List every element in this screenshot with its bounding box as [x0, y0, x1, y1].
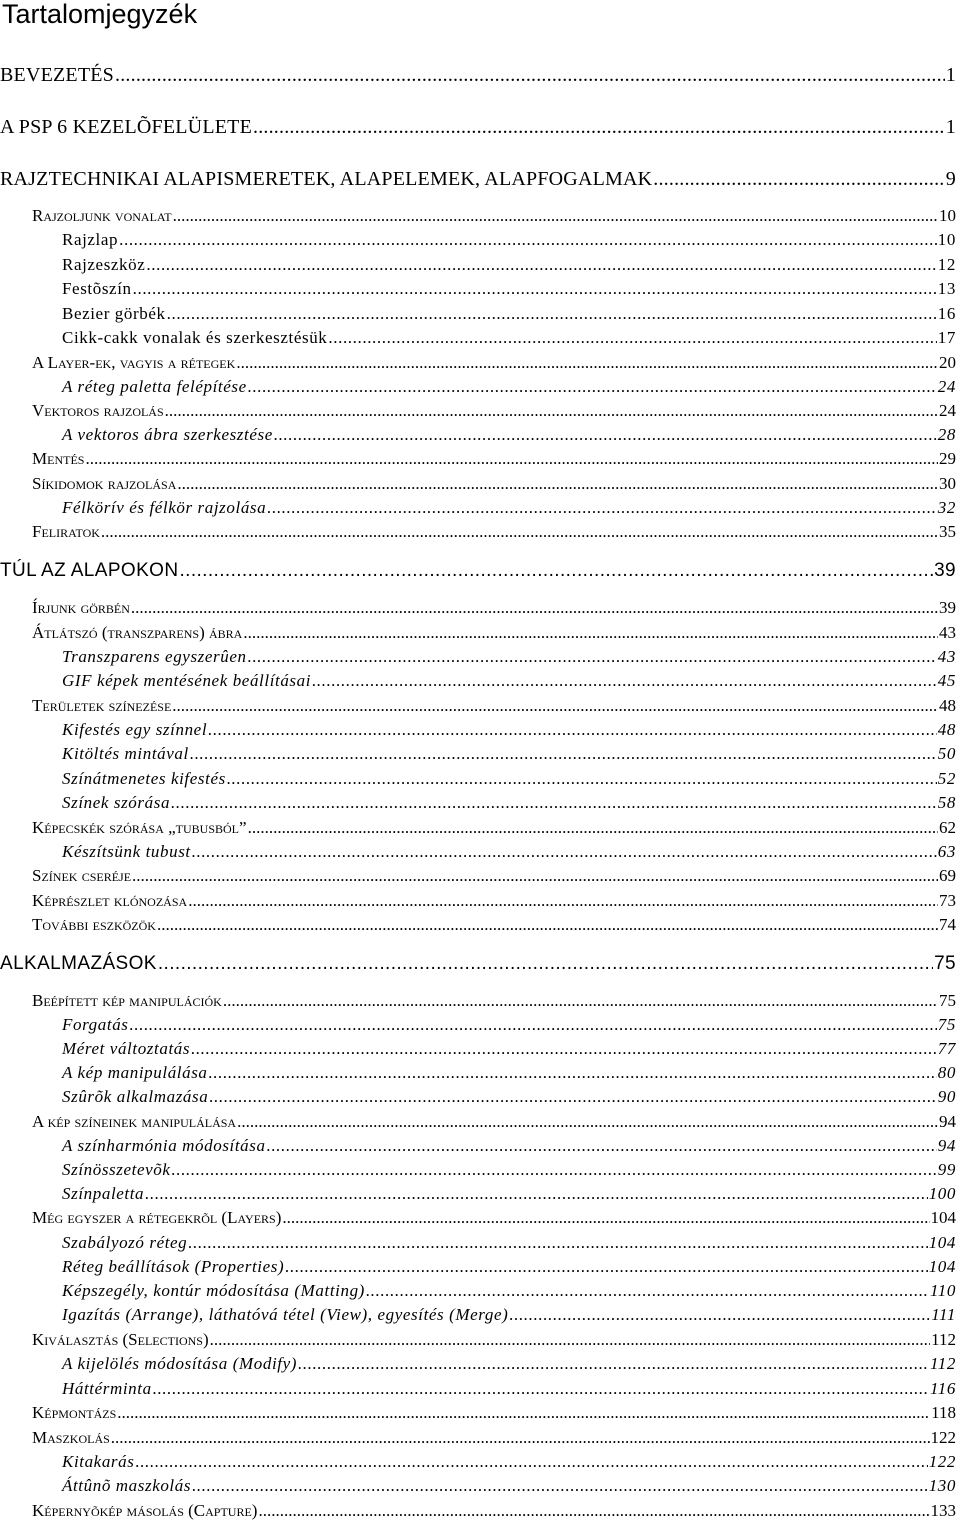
toc-dot-leader	[145, 1184, 928, 1204]
toc-entry-page: 50	[937, 744, 956, 763]
toc-dot-leader	[191, 1039, 937, 1059]
toc-entry-label: Feliratok	[32, 522, 100, 541]
toc-dot-leader	[248, 647, 937, 667]
toc-entry-page: 10	[937, 230, 956, 249]
toc-entry[interactable]	[32, 818, 956, 838]
toc-dot-leader	[282, 1208, 929, 1228]
toc-entry[interactable]	[32, 891, 956, 911]
toc-dot-leader	[157, 915, 938, 935]
toc-entry-page: 35	[939, 522, 956, 541]
toc-dot-leader	[274, 425, 937, 445]
toc-entry-label: Készítsünk tubust	[62, 842, 191, 861]
toc-dot-leader	[117, 1403, 930, 1423]
toc-entry-page: 24	[937, 377, 956, 396]
toc-entry-page: 130	[928, 1476, 956, 1495]
toc-entry-page: 24	[939, 401, 956, 420]
toc-entry-label: A réteg paletta felépítése	[62, 377, 247, 396]
toc-entry-label: Kiválasztás (Selections)	[32, 1330, 209, 1349]
toc-entry-label: RAJZTECHNIKAI ALAPISMERETEK, ALAPELEMEK, ALAPFOGALMAK	[0, 168, 653, 190]
toc-dot-leader	[188, 891, 938, 911]
toc-entry[interactable]	[62, 377, 956, 397]
toc-entry[interactable]	[0, 64, 956, 87]
toc-dot-leader	[237, 1112, 938, 1132]
toc-dot-leader	[243, 623, 938, 643]
toc-entry[interactable]	[32, 1501, 956, 1521]
toc-entry-label: Síkidomok rajzolása	[32, 474, 177, 493]
toc-dot-leader	[131, 598, 938, 618]
toc-entry-label: Képrészlet klónozása	[32, 891, 188, 910]
toc-entry[interactable]	[62, 279, 956, 299]
toc-dot-leader	[133, 279, 937, 299]
toc-entry-label: Háttérminta	[62, 1379, 152, 1398]
toc-dot-leader	[179, 560, 933, 582]
toc-dot-leader	[188, 1233, 927, 1253]
toc-dot-leader	[167, 304, 937, 324]
toc-entry-page: 112	[929, 1354, 956, 1373]
toc-dot-leader	[298, 1354, 929, 1374]
toc-entry-label: Képmontázs	[32, 1403, 117, 1422]
toc-dot-leader	[258, 1501, 929, 1521]
toc-entry[interactable]	[0, 168, 956, 191]
toc-entry-page: 13	[937, 279, 956, 298]
toc-dot-leader	[192, 842, 937, 862]
toc-dot-leader	[312, 671, 937, 691]
toc-entry-label: A színharmónia módosítása	[62, 1136, 266, 1155]
toc-dot-leader	[285, 1257, 927, 1277]
toc-entry-page: 32	[937, 498, 956, 517]
toc-entry[interactable]	[62, 720, 956, 740]
toc-entry-label: TÚL AZ ALAPOKON	[0, 560, 179, 581]
toc-entry-page: 116	[929, 1379, 956, 1398]
toc-dot-leader	[132, 866, 938, 886]
toc-entry-page: 29	[939, 449, 956, 468]
toc-dot-leader	[210, 1330, 930, 1350]
toc-entry[interactable]	[32, 522, 956, 542]
toc-entry-page: 90	[937, 1087, 956, 1106]
toc-entry-page: 122	[928, 1452, 956, 1471]
toc-dot-leader	[135, 1452, 927, 1472]
toc-entry-page: 94	[939, 1112, 956, 1131]
toc-dot-leader	[209, 1063, 937, 1083]
toc-entry-page: 133	[930, 1501, 956, 1520]
toc-entry-label: Szûrõk alkalmazása	[62, 1087, 209, 1106]
toc-entry-label: Kifestés egy színnel	[62, 720, 208, 739]
toc-entry[interactable]	[62, 498, 956, 518]
toc-entry-label: Rajzlap	[62, 230, 119, 249]
toc-entry-label: Képszegély, kontúr módosítása (Matting)	[62, 1281, 365, 1300]
toc-entry[interactable]	[62, 1476, 956, 1496]
toc-entry-label: Transzparens egyszerûen	[62, 647, 247, 666]
toc-dot-leader	[223, 991, 938, 1011]
toc-entry-label: Áttûnõ maszkolás	[62, 1476, 192, 1495]
toc-entry-page: 43	[939, 623, 956, 642]
toc-entry[interactable]	[0, 560, 956, 582]
toc-dot-leader	[209, 1087, 936, 1107]
toc-entry[interactable]	[32, 1208, 956, 1228]
toc-entry[interactable]	[62, 1452, 956, 1472]
toc-entry-page: 100	[928, 1184, 956, 1203]
toc-dot-leader	[208, 720, 937, 740]
toc-entry-label: Színösszetevõk	[62, 1160, 171, 1179]
toc-entry-label: A kép színeinek manipulálása	[32, 1112, 237, 1131]
toc-entry-page: 77	[937, 1039, 956, 1058]
toc-dot-leader	[165, 401, 938, 421]
toc-dot-leader	[248, 818, 938, 838]
toc-entry[interactable]	[32, 623, 956, 643]
toc-entry-page: 39	[939, 598, 956, 617]
toc-entry-label: A PSP 6 KEZELÕFELÜLETE	[0, 116, 252, 138]
toc-entry[interactable]	[32, 474, 956, 494]
toc-entry-label: Képernyõkép másolás (Capture)	[32, 1501, 258, 1520]
toc-dot-leader	[509, 1305, 930, 1325]
toc-entry-page: 16	[937, 304, 956, 323]
toc-entry-label: Félkörív és félkör rajzolása	[62, 498, 267, 517]
toc-entry-label: BEVEZETÉS	[0, 64, 115, 86]
toc-entry[interactable]	[62, 1063, 956, 1083]
toc-entry[interactable]	[32, 866, 956, 886]
toc-entry-page: 39	[934, 560, 956, 581]
toc-entry-label: A Layer-ek, vagyis a rétegek	[32, 353, 236, 372]
toc-entry[interactable]	[32, 696, 956, 716]
toc-dot-leader	[85, 449, 938, 469]
toc-entry-page: 43	[937, 647, 956, 666]
toc-entry-label: Maszkolás	[32, 1428, 110, 1447]
toc-entry-label: Forgatás	[62, 1015, 129, 1034]
toc-entry[interactable]	[62, 793, 956, 813]
toc-dot-leader	[267, 1136, 937, 1156]
toc-entry-page: 75	[939, 991, 956, 1010]
toc-entry-label: Vektoros rajzolás	[32, 401, 164, 420]
toc-entry-label: Rajzeszköz	[62, 255, 146, 274]
toc-dot-leader	[119, 230, 937, 250]
toc-entry-page: 104	[928, 1257, 956, 1276]
toc-entry[interactable]	[32, 353, 956, 373]
toc-entry-page: 74	[939, 915, 956, 934]
toc-entry[interactable]	[62, 744, 956, 764]
toc-entry-page: 75	[934, 953, 956, 974]
toc-entry[interactable]	[62, 1015, 956, 1035]
toc-entry-label: Beépített kép manipulációk	[32, 991, 222, 1010]
toc-entry-label: Kitöltés mintával	[62, 744, 189, 763]
toc-dot-leader	[366, 1281, 929, 1301]
toc-entry[interactable]	[62, 304, 956, 324]
toc-entry-label: ALKALMAZÁSOK	[0, 953, 157, 974]
toc-entry[interactable]	[32, 1403, 956, 1423]
toc-entry-page: 110	[929, 1281, 956, 1300]
toc-entry[interactable]	[62, 1379, 956, 1399]
toc-entry-page: 28	[937, 425, 956, 444]
toc-entry-page: 1	[945, 64, 956, 86]
toc-dot-leader	[253, 116, 945, 139]
toc-dot-leader	[173, 206, 938, 226]
toc-entry-page: 80	[937, 1063, 956, 1082]
toc-dot-leader	[227, 769, 937, 789]
toc-entry[interactable]	[62, 1039, 956, 1059]
toc-entry[interactable]	[32, 206, 956, 226]
toc-entry-page: 112	[931, 1330, 956, 1349]
toc-dot-leader	[158, 953, 933, 975]
toc-entry[interactable]	[62, 328, 956, 348]
toc-dot-leader	[653, 168, 945, 191]
toc-entry[interactable]	[62, 230, 956, 250]
toc-entry-label: Színek szórása	[62, 793, 171, 812]
toc-entry[interactable]	[62, 1184, 956, 1204]
toc-entry-label: A vektoros ábra szerkesztése	[62, 425, 273, 444]
toc-entry[interactable]	[62, 671, 956, 691]
toc-entry-page: 45	[937, 671, 956, 690]
toc-entry-label: Méret változtatás	[62, 1039, 191, 1058]
toc-entry[interactable]	[32, 991, 956, 1011]
toc-entry[interactable]	[0, 953, 956, 975]
toc-dot-leader	[111, 1428, 930, 1448]
toc-entry[interactable]	[62, 1305, 956, 1325]
toc-entry-page: 69	[939, 866, 956, 885]
toc-entry-label: A kép manipulálása	[62, 1063, 208, 1082]
toc-entry-page: 111	[931, 1305, 956, 1324]
toc-entry[interactable]	[62, 1354, 956, 1374]
toc-dot-leader	[171, 793, 937, 813]
toc-entry-label: Mentés	[32, 449, 85, 468]
toc-entry-page: 73	[939, 891, 956, 910]
toc-entry[interactable]	[32, 915, 956, 935]
toc-dot-leader	[236, 353, 938, 373]
toc-entry-label: Színek cseréje	[32, 866, 132, 885]
toc-entry-page: 99	[937, 1160, 956, 1179]
toc-entry-label: A kijelölés módosítása (Modify)	[62, 1354, 298, 1373]
toc-entry[interactable]	[62, 1233, 956, 1253]
toc-entry-label: Rajzoljunk vonalat	[32, 206, 172, 225]
toc-entry-page: 1	[945, 116, 956, 138]
toc-entry[interactable]	[62, 255, 956, 275]
toc-dot-leader	[130, 1015, 937, 1035]
toc-dot-leader	[190, 744, 937, 764]
toc-entry[interactable]	[0, 116, 956, 139]
toc-entry[interactable]	[32, 1428, 956, 1448]
toc-entry-page: 122	[930, 1428, 956, 1447]
toc-dot-leader	[328, 328, 936, 348]
toc-entry[interactable]	[32, 1112, 956, 1132]
toc-entry-label: Színátmenetes kifestés	[62, 769, 226, 788]
toc-entry[interactable]	[62, 1281, 956, 1301]
toc-entry[interactable]	[62, 1087, 956, 1107]
toc-entry-label: Bezier görbék	[62, 304, 166, 323]
toc-entry-page: 9	[945, 168, 956, 190]
page-title: Tartalomjegyzék	[2, 0, 198, 29]
toc-entry[interactable]	[32, 449, 956, 469]
toc-dot-leader	[267, 498, 937, 518]
toc-entry[interactable]	[62, 1257, 956, 1277]
toc-entry-label: Képecskék szórása „tubusból”	[32, 818, 247, 837]
toc-entry-page: 17	[937, 328, 956, 347]
toc-entry[interactable]	[62, 1136, 956, 1156]
toc-entry-label: GIF képek mentésének beállításai	[62, 671, 312, 690]
toc-entry[interactable]	[62, 425, 956, 445]
toc-entry-page: 94	[937, 1136, 956, 1155]
toc-entry-page: 10	[939, 206, 956, 225]
toc-entry-label: Kitakarás	[62, 1452, 135, 1471]
toc-dot-leader	[177, 474, 938, 494]
toc-dot-leader	[172, 1160, 937, 1180]
toc-entry-page: 20	[939, 353, 956, 372]
toc-entry[interactable]	[32, 401, 956, 421]
toc-entry-page: 63	[937, 842, 956, 861]
toc-dot-leader	[146, 255, 936, 275]
toc-entry-page: 118	[931, 1403, 956, 1422]
toc-entry-page: 58	[937, 793, 956, 812]
toc-entry[interactable]	[62, 769, 956, 789]
toc-entry-page: 75	[937, 1015, 956, 1034]
toc-dot-leader	[153, 1379, 929, 1399]
toc-dot-leader	[101, 522, 938, 542]
toc-entry-page: 104	[930, 1208, 956, 1227]
toc-entry[interactable]	[62, 1160, 956, 1180]
toc-entry-page: 30	[939, 474, 956, 493]
toc-dot-leader	[115, 64, 945, 87]
toc-entry-label: Igazítás (Arrange), láthatóvá tétel (View), egyesítés (Merge)	[62, 1305, 509, 1324]
toc-entry-page: 48	[937, 720, 956, 739]
toc-entry-label: Cikk-cakk vonalak és szerkesztésük	[62, 328, 328, 347]
toc-entry-label: Színpaletta	[62, 1184, 145, 1203]
toc-entry-label: Még egyszer a rétegekrõl (Layers)	[32, 1208, 282, 1227]
toc-entry-page: 12	[937, 255, 956, 274]
toc-entry-label: Réteg beállítások (Properties)	[62, 1257, 285, 1276]
toc-entry-label: Területek színezése	[32, 696, 172, 715]
toc-entry[interactable]	[62, 842, 956, 862]
toc-entry-page: 62	[939, 818, 956, 837]
toc-entry-label: További eszközök	[32, 915, 156, 934]
toc-entry-label: Szabályozó réteg	[62, 1233, 188, 1252]
toc-dot-leader	[192, 1476, 928, 1496]
toc-entry-page: 104	[928, 1233, 956, 1252]
toc-entry[interactable]	[62, 647, 956, 667]
toc-entry-label: Írjunk görbén	[32, 598, 130, 617]
toc-entry-page: 48	[939, 696, 956, 715]
toc-dot-leader	[172, 696, 938, 716]
toc-entry-label: Átlátszó (transzparens) ábra	[32, 623, 243, 642]
toc-entry-page: 52	[937, 769, 956, 788]
toc-entry[interactable]	[32, 1330, 956, 1350]
toc-dot-leader	[248, 377, 937, 397]
toc-entry[interactable]	[32, 598, 956, 618]
toc-entry-label: Festõszín	[62, 279, 132, 298]
